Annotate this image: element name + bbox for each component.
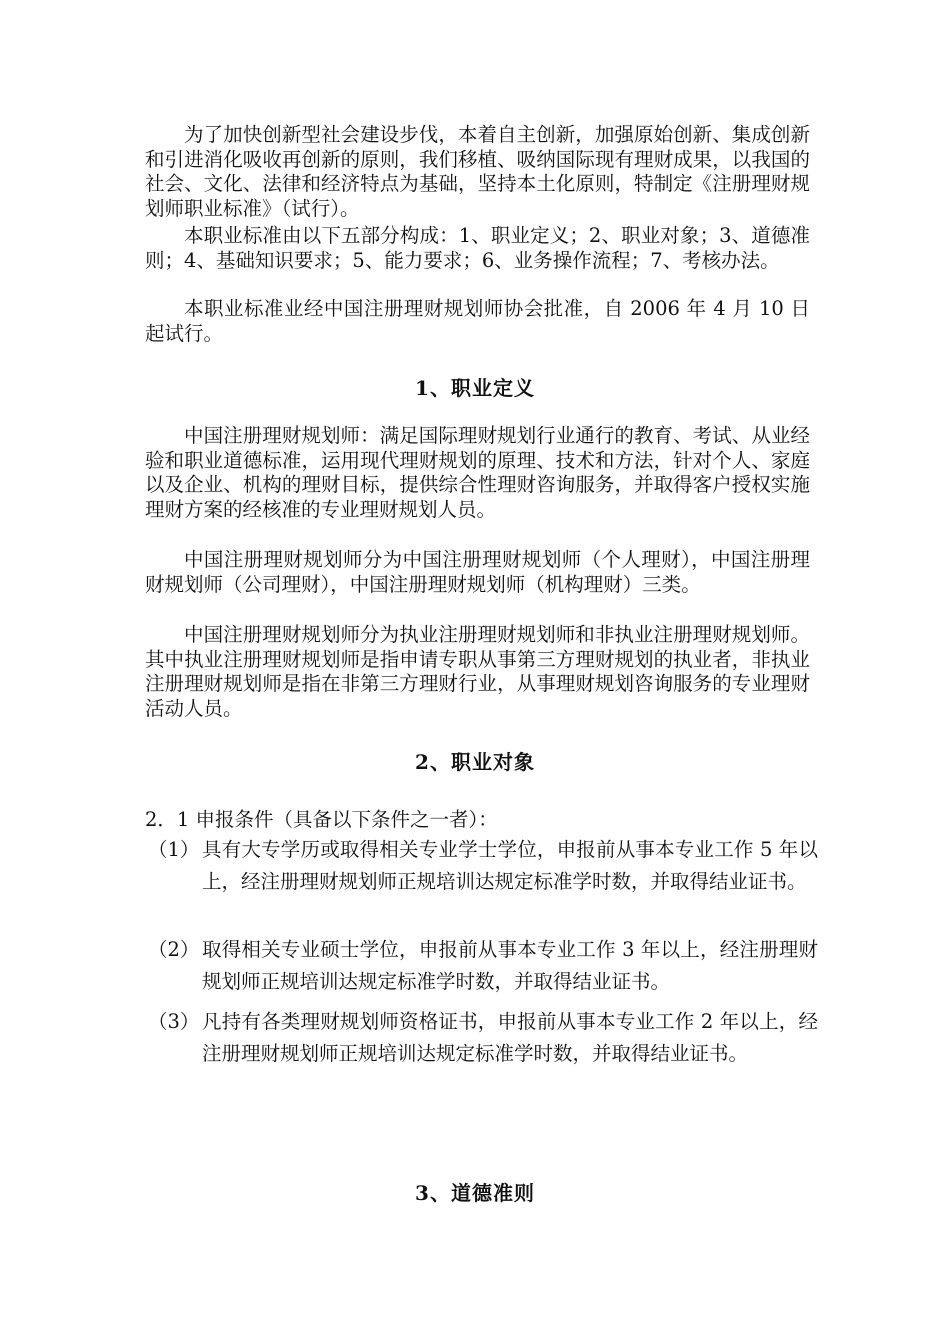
list-item (148, 1006, 818, 1070)
section-2-heading: 2、职业对象 (415, 750, 535, 774)
list-item-number: （3） (148, 1010, 200, 1033)
intro-paragraph-1: 为了加快创新型社会建设步伐，本着自主创新，加强原始创新、集成创新和引进消化吸收再创新的原则，我们移植、吸纳国际现有理财成果，以我国的社会、文化、法律和经济特点为基础，坚持本土化原则，特制定《注册理财规划师职业标准》（试行）。 (145, 123, 810, 220)
section-1-paragraph-1: 中国注册理财规划师：满足国际理财规划行业通行的教育、考试、从业经验和职业道德标准，运用现代理财规划的原理、技术和方法，针对个人、家庭以及企业、机构的理财目标，提供综合性理财咨询服务，并取得客户授权实施理财方案的经核准的专业理财规划人员。 (145, 424, 810, 521)
list-item-text: 取得相关专业硕士学位，申报前从事本专业工作 3 年以上，经注册理财规划师正规培训达规定标准学时数，并取得结业证书。 (202, 938, 818, 993)
section-1-paragraph-2: 中国注册理财规划师分为中国注册理财规划师（个人理财），中国注册理财规划师（公司理财），中国注册理财规划师（机构理财）三类。 (145, 548, 810, 596)
list-item-number: （1） (148, 838, 200, 861)
section-1-heading: 1、职业定义 (415, 376, 535, 400)
section-2-subheading: 2．1 申报条件（具备以下条件之一者）： (145, 808, 498, 831)
section-3-heading: 3、道德准则 (415, 1181, 535, 1205)
list-item-text: 凡持有各类理财规划师资格证书，申报前从事本专业工作 2 年以上，经注册理财规划师正规培训达规定标准学时数，并取得结业证书。 (202, 1010, 818, 1065)
list-item (148, 834, 818, 898)
list-item (148, 934, 818, 998)
list-item-text: 具有大专学历或取得相关专业学士学位，申报前从事本专业工作 5 年以上，经注册理财规划师正规培训达规定标准学时数，并取得结业证书。 (202, 838, 818, 893)
list-item-number: （2） (148, 938, 200, 961)
intro-paragraph-2: 本职业标准由以下五部分构成：1、职业定义；2、职业对象；3、道德准则；4、基础知识要求；5、能力要求；6、业务操作流程；7、考核办法。 (145, 224, 810, 272)
intro-paragraph-3: 本职业标准业经中国注册理财规划师协会批准，自 2006 年 4 月 10 日起试行。 (145, 297, 810, 345)
section-1-paragraph-3: 中国注册理财规划师分为执业注册理财规划师和非执业注册理财规划师。其中执业注册理财规划师是指申请专职从事第三方理财规划的执业者，非执业注册理财规划师是指在非第三方理财行业，从事理财规划咨询服务的专业理财活动人员。 (145, 623, 810, 720)
